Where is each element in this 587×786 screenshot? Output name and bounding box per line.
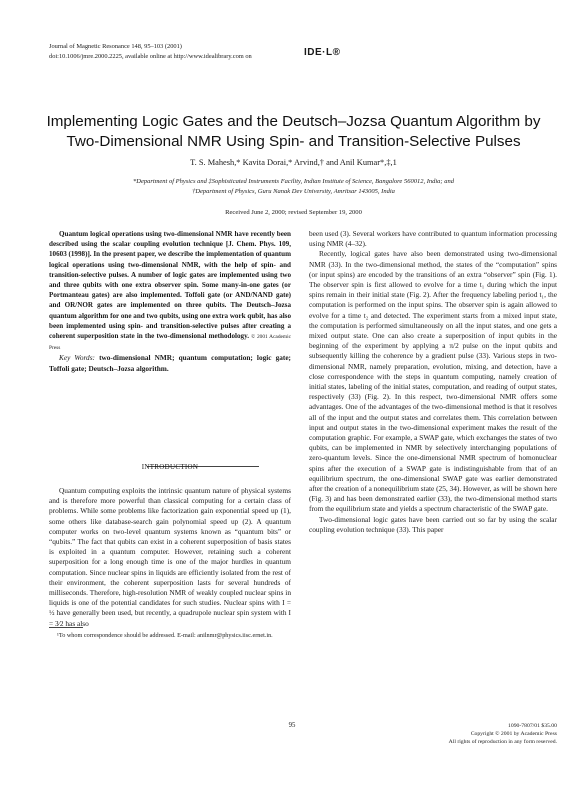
author-list: T. S. Mahesh,* Kavita Dorai,* Arvind,† and Anil Kumar*,‡,1 [190, 158, 397, 167]
right-column [309, 229, 557, 535]
abstract-copyright: © 2001 Academic Press [49, 334, 292, 352]
journal-header [49, 42, 252, 61]
received-dates: Received June 2, 2000; revised September 19, 2000 [225, 209, 362, 216]
intro-paragraph: Quantum computing exploits the intrinsic quantum nature of physical systems and is therefore more powerful than classical computing for a certain class of problems. While some problems like factorization gain exponential speed up (1), some others like database-search gain polynomial speed up (2). A quantum computer works on two-level quantum systems known as “quantum bits” or “qubits.” The fact that qubits can exist in a coherent superposition of basis states is exploited in a quantum computer. However, retaining such a coherent superposition for a long enough time is one of the major hurdles in quantum computation. Since nuclear spins in liquids are efficiently isolated from the rest of their environment, the coherent superposition lasts for several hundreds of milliseconds. Therefore, high-resolution NMR of weakly coupled nuclear spins in liquids is one of the potential candidates for such studies. Nuclear spins with I = ½ have generally been used, but recently, a quadrupole nuclear spin system with I = 3⁄2 has also [49, 486, 291, 628]
footnote-rule [49, 627, 83, 628]
left-column [49, 229, 291, 374]
right-paragraph-2: Recently, logical gates have also been demonstrated using two-dimensional NMR (33). In the two-dimensional method, the states of the “computation” spins (or input spins) are encoded by the transitions of an extra “observer” spin (Fig. 1). The observer spin is first allowed to evolve for a time t₁ during which the input spins remain in their initial state (Fig. 2). After the frequency labeling period t₁, the computation is performed on the input spins. The observer spin is again allowed to evolve for a time t₂ and detected. The experiment starts from a mixed input state, the computation is performed simultaneously on all the input states, and one gets a mixed output state. One can also create a superposition of input qubits in the beginning of the experiment by applying a π/2 pulse on the input qubits and subsequently killing the coherence by a gradient pulse (33). Various steps in two-dimensional NMR, namely preparation, evolution, mixing, and detection, have a close correspondence with the steps in quantum computing, namely creation of initial states, labeling of the initial states, computation, and reading of output states, respectively (33) (Fig. 2). In this respect, two-dimensional NMR offers some advantages. One of the advantages of the two-dimensional method is that it resolves all of the input and the output states and correlates them. This correlation between input and output states in the two-dimensional experiment makes the result of the computation graphic. For example, a SWAP gate, which exchanges the states of two qubits, can be implemented in NMR by selectively interchanging populations of zero-quantum levels. Since the one-dimensional NMR spectrum of homonuclear spins after the execution of a SWAP gate is indistinguishable from that of an equilibrium spectrum, the one-dimensional SWAP gate was earlier demonstrated after the creation of a nonequilibrium state (25, 34). However, as will be shown here (Fig. 3) and has been demonstrated earlier (33), the two-dimensional method starts from the equilibrium state and yields a spectrum characteristic of the SWAP gate. [309, 249, 557, 514]
right-paragraph-1: been used (3). Several workers have contributed to quantum information processing using NMR (4–32). [309, 229, 557, 249]
copyright-block [380, 722, 557, 746]
affiliations [30, 177, 557, 196]
issn-price: 1090-7807/01 $35.00 [508, 723, 557, 729]
footnote: ¹To whom correspondence should be addressed. E-mail: anilnmr@physics.iisc.ernet.in. [57, 632, 273, 639]
keywords [49, 353, 291, 373]
copyright-line: Copyright © 2001 by Academic Press [470, 731, 557, 737]
keywords-label: Key Words: [59, 353, 95, 363]
section-heading-introduction: INTRODUCTION [141, 463, 199, 471]
affiliation-line-2: †Department of Physics, Guru Nanak Dev University, Amritsar 143005, India [192, 187, 395, 195]
page-number: 95 [288, 722, 296, 729]
abstract [49, 229, 291, 353]
abstract-text: Quantum logical operations using two-dimensional NMR have recently been described using the scalar coupling evolution technique [J. Chem. Phys. 109, 10603 (1998)]. In the present paper, we describe the implementation of quantum logical operations using two-dimensional NMR, with the help of spin- and transition-selective pulses. A number of logic gates are implemented using two and three qubits with one extra observer spin. Some many-in-one gates (or Portmanteau gates) are also implemented. Toffoli gate (or AND/NAND gate) and OR/NOR gates are implemented on three qubits. The Deutsch–Jozsa quantum algorithm for one and two qubits, using one extra work qubit, has also been implemented using spin- and transition-selective pulses after creating a coherent superposition state in the two-dimensional methodology. [49, 230, 291, 341]
article-title: Implementing Logic Gates and the Deutsch–Jozsa Quantum Algorithm by Two-Dimensional NMR Using Spin- and Transition-Selective Pulses [46, 113, 541, 150]
rights-line: All rights of reproduction in any form reserved. [448, 739, 557, 745]
ideal-library-logo: IDE·L® [304, 47, 341, 58]
journal-doi: doi:10.1006/jmre.2000.2225, available online at http://www.idealibrary.com on [49, 52, 252, 60]
keywords-text: two-dimensional NMR; quantum computation; logic gate; Toffoli gate; Deutsch–Jozsa algorithm. [49, 353, 291, 373]
right-paragraph-3: Two-dimensional logic gates have been carried out so far by using the scalar coupling evolution technique (33). This paper [309, 514, 557, 534]
affiliation-line-1: *Department of Physics and ‡Sophisticated Instruments Facility, Indian Institute of Science, Bangalore 560012, India; and [133, 178, 454, 185]
journal-citation: Journal of Magnetic Resonance 148, 95–103 (2001) [49, 43, 182, 50]
